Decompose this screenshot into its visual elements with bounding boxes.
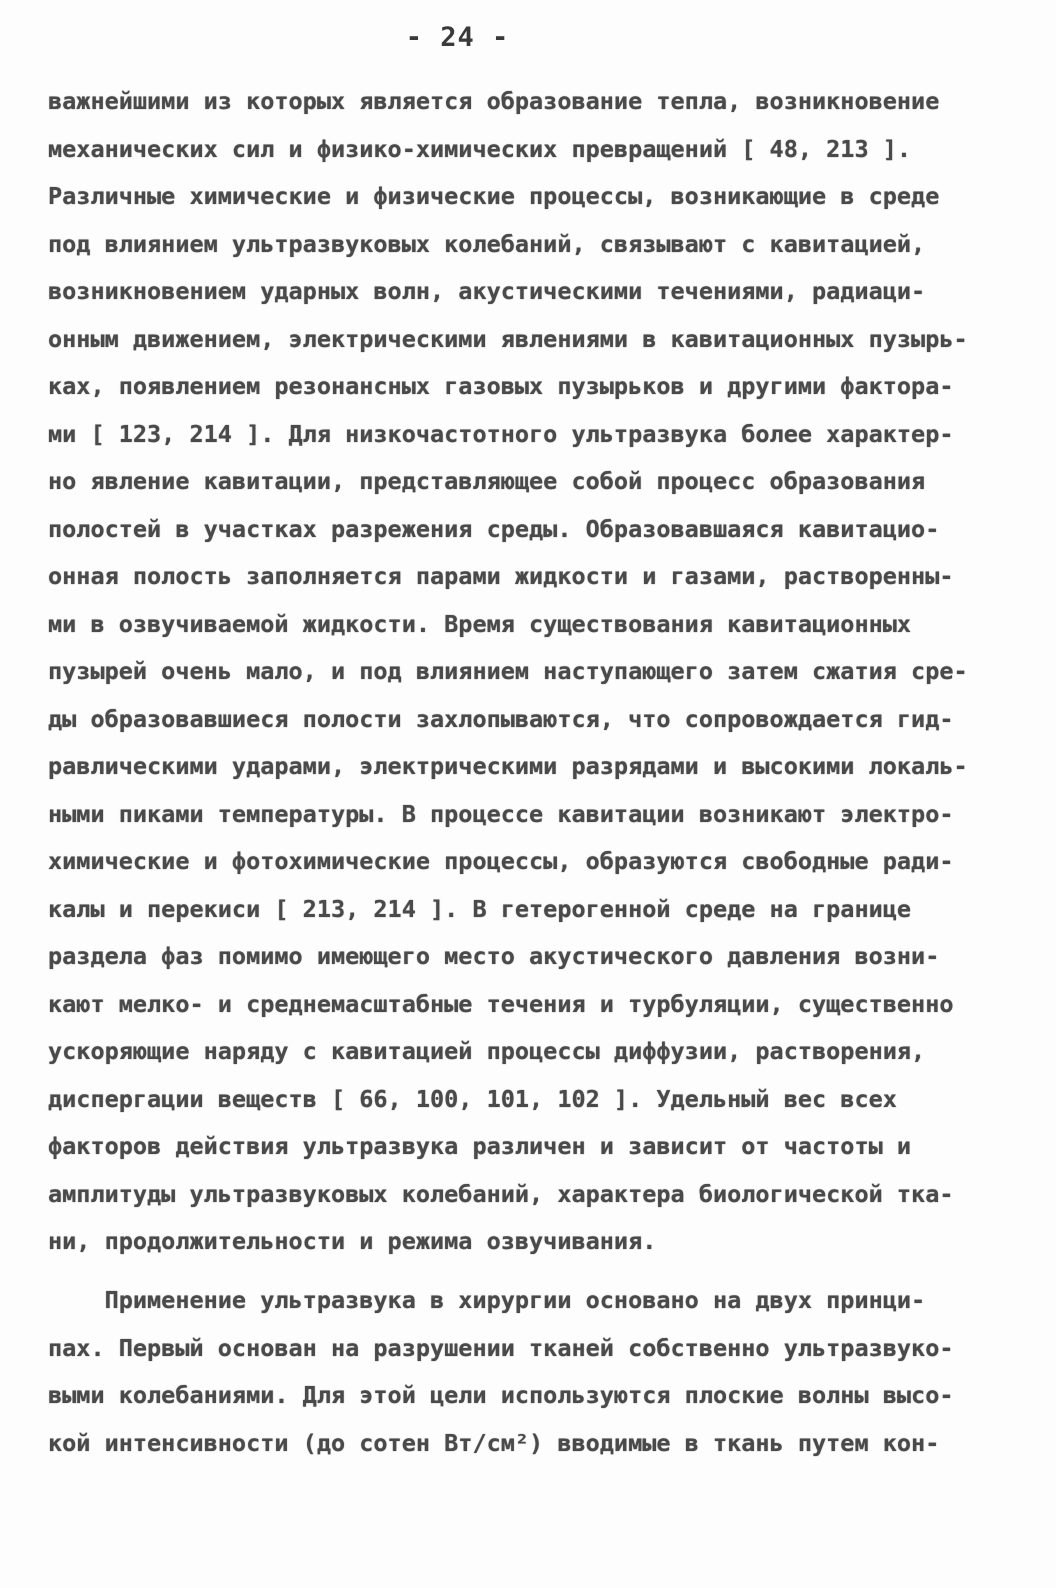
text-line: ках, появлением резонансных газовых пузырьков и другими фактора-: [48, 372, 954, 400]
text-line: Применение ультразвука в хирургии основано на двух принци-: [48, 1286, 926, 1314]
text-line: раздела фаз помимо имеющего место акустического давления возни-: [48, 942, 940, 970]
paragraph-1: [48, 78, 1008, 1266]
text-line: онная полость заполняется парами жидкости и газами, растворенны-: [48, 562, 954, 590]
text-line: ными пиками температуры. В процессе кавитации возникают электро-: [48, 799, 954, 828]
text-line: важнейшими из которых является образование тепла, возникновение: [48, 87, 940, 115]
text-line: онным движением, электрическими явлениями в кавитационных пузырь-: [48, 324, 968, 353]
text-line: пах. Первый основан на разрушении тканей собственно ультразвуко-: [48, 1333, 954, 1362]
text-line: ускоряющие наряду с кавитацией процессы диффузии, растворения,: [48, 1037, 926, 1065]
text-line: калы и перекиси [ 213, 214 ]. В гетерогенной среде на границе: [48, 894, 912, 923]
text-line: ми [ 123, 214 ]. Для низкочастотного ультразвука более характер-: [48, 419, 954, 448]
text-line: химические и фотохимические процессы, образуются свободные ради-: [48, 847, 954, 875]
text-line: пузырей очень мало, и под влиянием наступающего затем сжатия сре-: [48, 657, 968, 685]
text-line: полостей в участках разрежения среды. Образовавшаяся кавитацио-: [48, 514, 940, 543]
text-line: ми в озвучиваемой жидкости. Время существования кавитационных: [48, 609, 912, 638]
text-line: под влиянием ультразвуковых колебаний, связывают с кавитацией,: [48, 229, 926, 258]
text-line: ни, продолжительности и режима озвучивания.: [48, 1227, 657, 1255]
text-line: но явление кавитации, представляющее собой процесс образования: [48, 467, 926, 495]
text-line: кой интенсивности (до сотен Вт/см²) вводимые в ткань путем кон-: [48, 1428, 940, 1457]
text-line: амплитуды ультразвуковых колебаний, характера биологической тка-: [48, 1179, 954, 1208]
paragraph-2: [48, 1277, 1008, 1467]
text-line: возникновением ударных волн, акустическими течениями, радиаци-: [48, 277, 926, 305]
text-line: Различные химические и физические процессы, возникающие в среде: [48, 182, 940, 210]
page-number: - 24 -: [405, 22, 510, 53]
text-line: выми колебаниями. Для этой цели используются плоские волны высо-: [48, 1381, 954, 1409]
text-line: ды образовавшиеся полости захлопываются, что сопровождается гид-: [48, 704, 954, 733]
text-line: кают мелко- и среднемасштабные течения и турбуляции, существенно: [48, 989, 954, 1018]
text-line: диспергации веществ [ 66, 100, 101, 102 ]. Удельный вес всех: [48, 1084, 897, 1113]
text-line: факторов действия ультразвука различен и зависит от частоты и: [48, 1132, 912, 1160]
text-line: механических сил и физико-химических превращений [ 48, 213 ].: [48, 134, 912, 163]
text-line: равлическими ударами, электрическими разрядами и высокими локаль-: [48, 752, 968, 780]
